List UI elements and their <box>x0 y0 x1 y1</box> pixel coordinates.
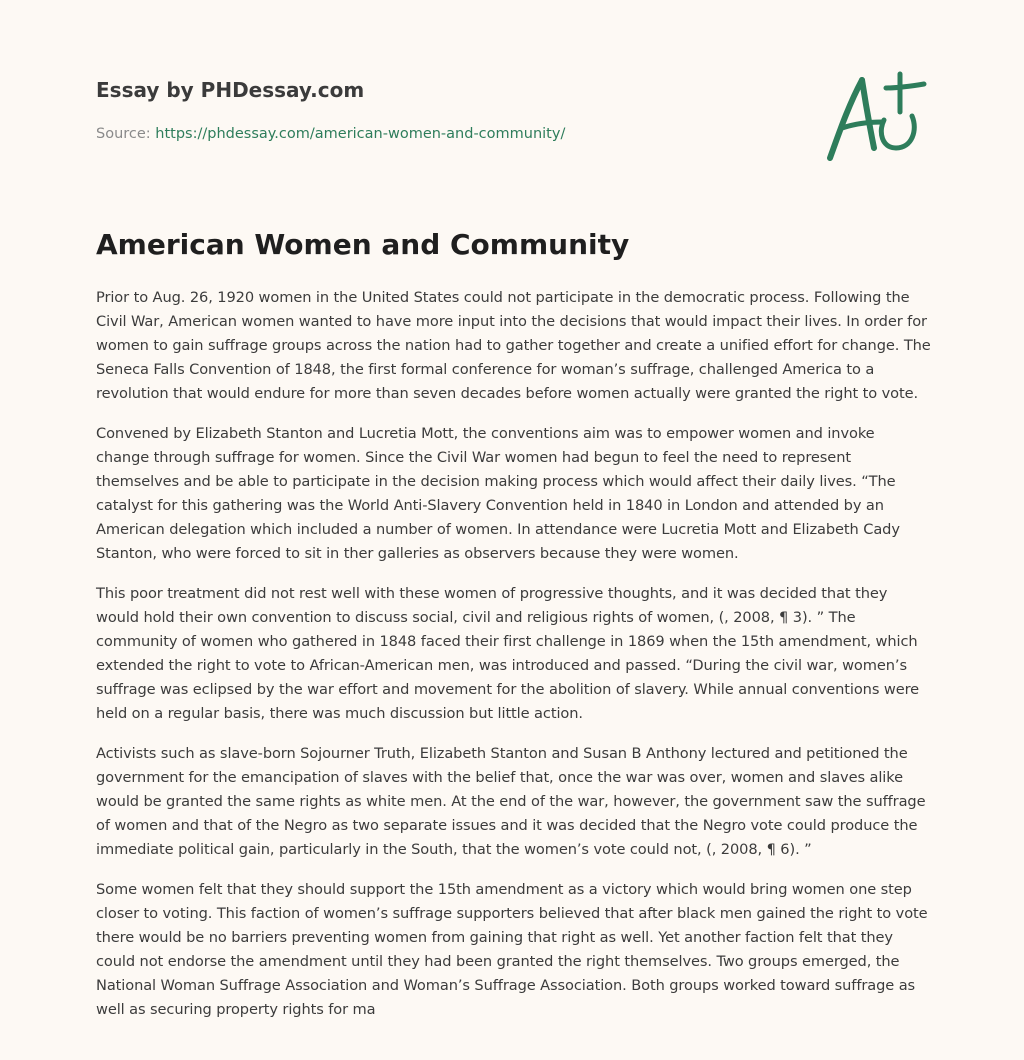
a-plus-grade-icon <box>820 66 930 166</box>
essay-paragraph: Some women felt that they should support the 15th amendment as a victory which would bring women one step closer to voting. This faction of women’s suffrage supporters believed that after black men gained the right to vote there would be no barriers preventing women from gaining that right as well. Yet another faction felt that they could not endorse the amendment until they had been granted the right themselves. Two groups emerged, the National Woman Suffrage Association and Woman’s Suffrage Association. Both groups worked toward suffrage as well as securing property rights for ma <box>96 881 928 1018</box>
essay-paragraph: Activists such as slave-born Sojourner Truth, Elizabeth Stanton and Susan B Anthony lectured and petitioned the government for the emancipation of slaves with the belief that, once the war was over, women and slaves alike would be granted the same rights as white men. At the end of the war, however, the government saw the suffrage of women and that of the Negro as two separate issues and it was decided that the Negro vote could produce the immediate political gain, particularly in the South, that the women’s vote could not, (, 2008, ¶ 6). ” <box>96 745 926 858</box>
site-title: Essay by PHDessay.com <box>96 78 365 102</box>
source-label: Source: <box>96 126 151 142</box>
page-header <box>96 76 796 144</box>
essay-paragraph: Prior to Aug. 26, 1920 women in the United States could not participate in the democratic process. Following the Civil War, American women wanted to have more input into the decisions that would impact their lives. In order for women to gain suffrage groups across the nation had to gather together and create a unified effort for change. The Seneca Falls Convention of 1848, the first formal conference for woman’s suffrage, challenged America to a revolution that would endure for more than seven decades before women actually were granted the right to vote. <box>96 289 931 402</box>
essay-paragraph: This poor treatment did not rest well with these women of progressive thoughts, and it was decided that they would hold their own convention to discuss social, civil and religious rights of women, (, 2008, ¶ 3). ” The community of women who gathered in 1848 faced their first challenge in 1869 when the 15th amendment, which extended the right to vote to African-American men, was introduced and passed. “During the civil war, women’s suffrage was eclipsed by the war effort and movement for the abolition of slavery. While annual conventions were held on a regular basis, there was much discussion but little action. <box>96 585 920 722</box>
essay-title: American Women and Community <box>96 228 630 261</box>
source-line <box>96 124 796 144</box>
essay-content <box>96 226 932 1038</box>
source-link[interactable]: https://phdessay.com/american-women-and-community/ <box>155 126 566 142</box>
essay-paragraph: Convened by Elizabeth Stanton and Lucretia Mott, the conventions aim was to empower women and invoke change through suffrage for women. Since the Civil War women had begun to feel the need to represent themselves and be able to participate in the decision making process which would affect their daily lives. “The catalyst for this gathering was the World Anti-Slavery Convention held in 1840 in London and attended by an American delegation which included a number of women. In attendance were Lucretia Mott and Elizabeth Cady Stanton, who were forced to sit in ther galleries as observers because they were women. <box>96 425 900 562</box>
